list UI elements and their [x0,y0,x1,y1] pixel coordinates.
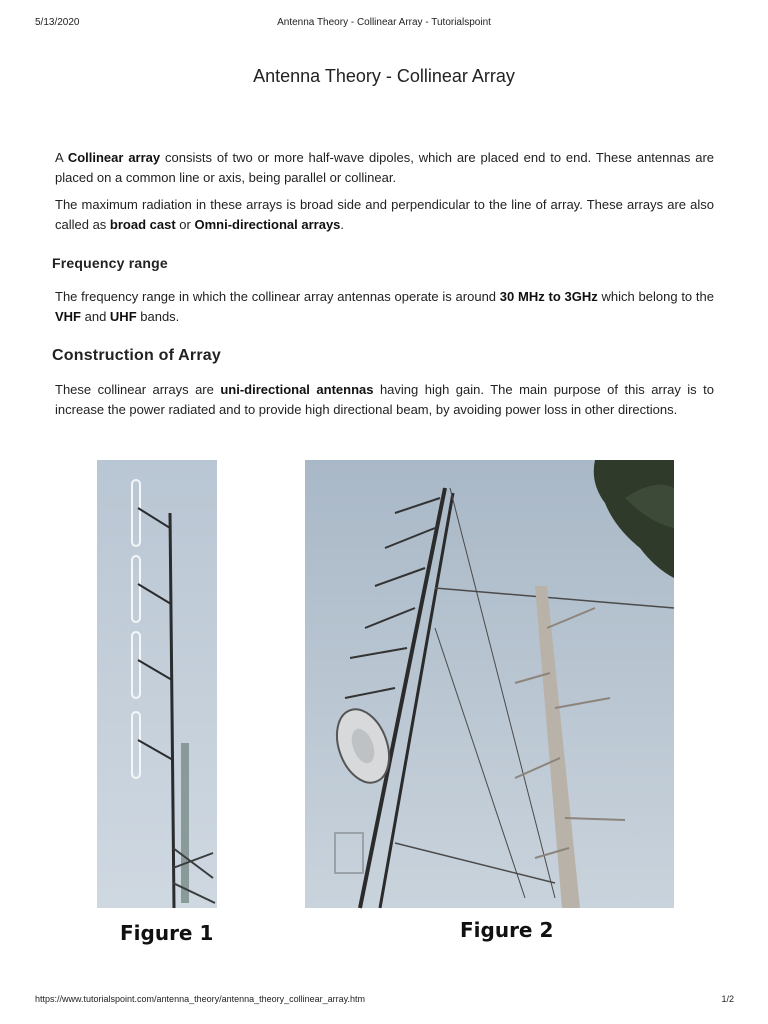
construction-heading: Construction of Array [52,347,221,364]
frequency-paragraph: The frequency range in which the collinear array antennas operate is around 30 MHz to 3GHz which belong to the VHF and UHF bands. [55,289,714,324]
print-header-title: Antenna Theory - Collinear Array - Tutorialspoint [277,17,491,28]
construction-paragraph: These collinear arrays are uni-directional antennas having high gain. The main purpose of this array is to increase the power radiated and to provide high directional beam, by avoiding power loss in other directions. [55,382,714,417]
frequency-range-heading: Frequency range [52,255,168,271]
print-date: 5/13/2020 [35,17,80,28]
print-footer-url: https://www.tutorialspoint.com/antenna_theory/antenna_theory_collinear_array.htm [35,994,366,1004]
page-title: Antenna Theory - Collinear Array [253,66,515,86]
intro-paragraph-1: A Collinear array consists of two or more half-wave dipoles, which are placed end to end. These antennas are placed on a common line or axis, being parallel or collinear. [55,150,714,185]
figure-1-photo [97,460,217,908]
collinear-array-figure [95,458,676,910]
print-page-number: 1/2 [721,994,734,1004]
intro-paragraph-2: The maximum radiation in these arrays is broad side and perpendicular to the line of array. These arrays are also called as broad cast or Omni-directional arrays. [55,197,714,232]
figure-2-photo [305,460,674,908]
figure-1-label: Figure 1 [120,921,214,945]
figure-2-label: Figure 2 [460,918,554,942]
